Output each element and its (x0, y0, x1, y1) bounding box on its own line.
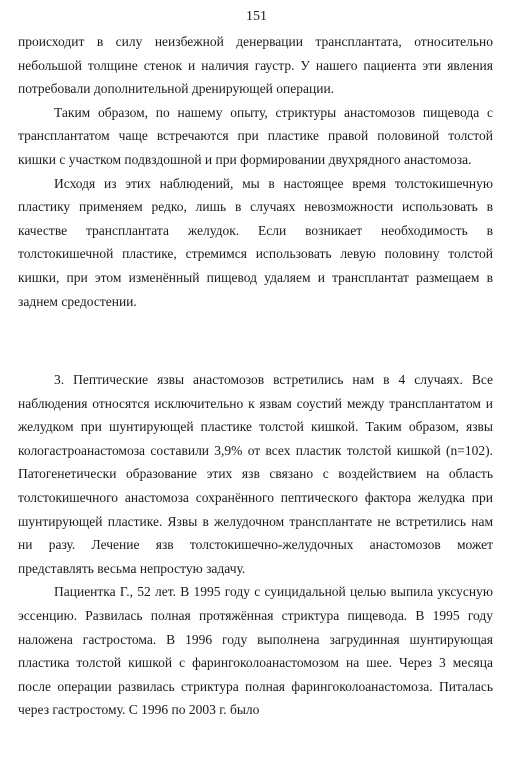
page-number: 151 (246, 9, 267, 24)
text-block-top (18, 30, 493, 313)
paragraph-case-report: Пациентка Г., 52 лет. В 1995 году с суицидальной целью выпила уксусную эссенцию. Развилась полная протяжённая стриктура пищевода. В 1995 году наложена гастростома. В 1996 году выполнена загрудинная шунтирующая пластика толстой кишкой с фарингоколоанастомозом на шее. Через 3 месяца после операции развилась стриктура полная фарингоколоанастомоза. Питалась через гастростому. С 1996 по 2003 г. было (18, 584, 493, 718)
paragraph-continuation: происходит в силу неизбежной денервации трансплантата, относительно небольшой толщине стенок и наличия гаустр. У нашего пациента эти явления потребовали дополнительной дренирующей операции. (18, 34, 493, 97)
paragraph-peptic-ulcers: 3. Пептические язвы анастомозов встретились нам в 4 случаях. Все наблюдения относятся исключительно к язвам соустий между трансплантатом и желудком при шунтирующей пластике толстой кишкой. Таким образом, язвы кологастроанастомоза составили 3,9% от всех пластик толстой кишкой (n=102). Патогенетически образование этих язв связано с воздействием на область толстокишечного анастомоза сохранённого пептического фактора желудка при шунтирующей пластике. Язвы в желудочном трансплантате не встретились нам ни разу. Лечение язв толстокишечно-желудочных анастомозов может представлять весьма непростую задачу. (18, 372, 493, 576)
paragraph-strictures-conclusion: Таким образом, по нашему опыту, стриктуры анастомозов пищевода с трансплантатом чаще встречаются при пластике правой половиной толстой кишки с участком подвздошной и при формировании двухрядного анастомоза. (18, 104, 493, 167)
paragraph-current-practice: Исходя из этих наблюдений, мы в настоящее время толстокишечную пластику применяем редко, лишь в случаях невозможности использовать в качестве трансплантата желудок. Если возникает необходимость в толстокишечной пластике, стремимся использовать левую половину толстой кишки, при этом изменённый пищевод удаляем и трансплантат размещаем в заднем средостении. (18, 175, 493, 309)
text-block-bottom (18, 368, 493, 722)
